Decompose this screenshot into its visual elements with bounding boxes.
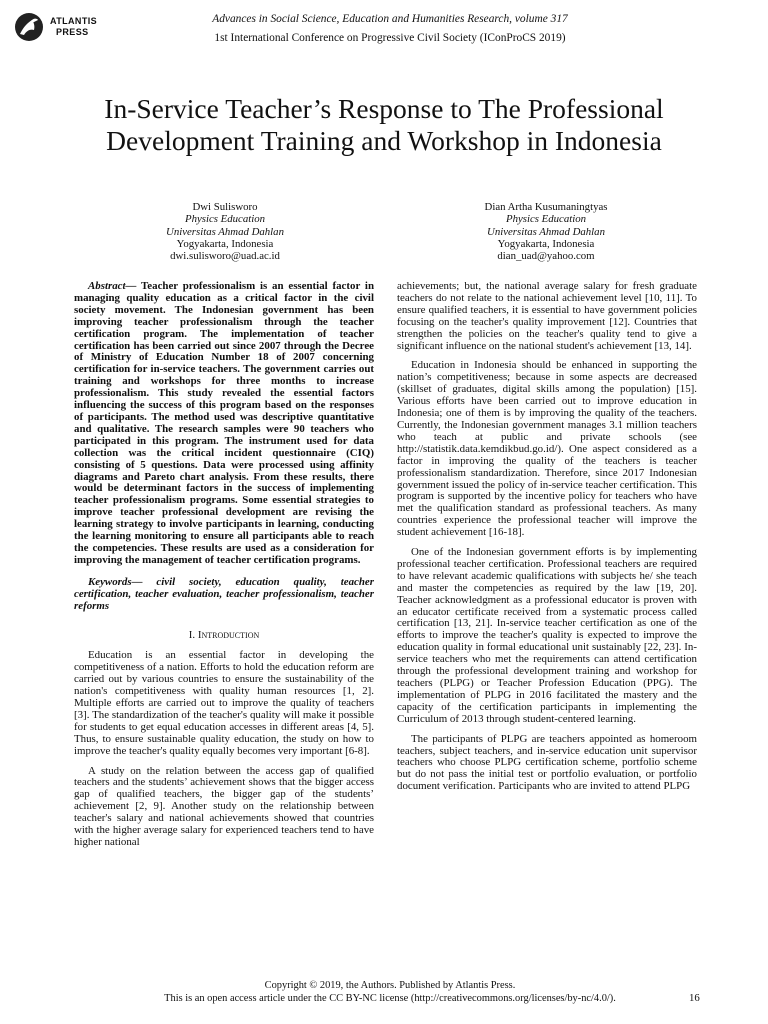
paper-title [30,93,738,157]
publisher-line2: PRESS [56,27,89,37]
author-city: Yogyakarta, Indonesia [176,237,274,250]
paragraph: Education in Indonesia should be enhanced in supporting the nation’s competitiveness; because in some aspects are decreased (skillset of graduates, digital skills among the population) [15]. Various efforts have been carried out to improve education in Indonesia; one of them is by improving the quality of the teachers. Currently, the Indonesian government manages 3.1 million teachers who teach at public and private schools (see http://statistik.data.kemdikbud.go.id/). One aspect considered as a factor in improving the quality of the teachers is teacher professionalism standardization. Therefore, since 2017 Indonesian government issued the policy of in-service teacher certification. This program is supported by the incentive policy for teachers who have met the qualification standard as professional teachers. As many countries experience the professional teacher will improve the student achievement [16-18]. [397,359,697,539]
keywords [74,577,374,613]
atlantis-logo-icon [14,12,44,42]
paragraph: One of the Indonesian government efforts is by implementing professional teacher certification. Professional teachers are required to have relevant academic qualifications with subjects he/ she teach and master the competencies as required by the law [19, 20]. Teacher acknowledgment as a professional educator is proven with an educator certificate received from a systematic process called certification [13, 21]. In-service teacher certification as one of the efforts to improve the teacher's quality is expected to improve the education quality in formal educational unit sustainably [22, 23]. In-service teachers who met the requirements can attend certification through the professional development training and workshop for teachers (PLPG) or Teacher Profession Education (PPG). The implementation of PLPG in 2016 facilitated the mastery and the capacity of the certification participants in implementing the Curriculum of 2013 through student-centered learning. [397,546,697,725]
abstract-text: Teacher professionalism is an essential factor in managing quality education as a critical factor in the civil society movement. The Indonesian government has been improving teacher professionalism through the teacher certification program. The implementation of teacher certification has been carried out since 2007 through the Decree of Ministry of Education Number 18 of 2007 concerning certification for in-service teachers. The government carries out training and workshops for three months to increase professionalism. This study revealed the essential factors influencing the success of this program based on the responses of participants. The method used was descriptive quantitative and qualitative. The research samples were 90 teachers who participated in this program. The instrument used for data collection was the critical incident questionnaire (CIQ) consisting of 5 questions. Data were processed using affinity diagrams and Pareto chart analysis. From these results, there would be determinant factors in the success of implementing teacher professionalism programs. Some essential strategies to improve teacher professional development are revising the learning strategy to involve participants in learning, conducting the learning monitoring to ensure all participants able to reach the competencies. These results are used as a consideration for improving the management of teacher certification programs. [74,280,374,566]
paragraph: The participants of PLPG are teachers appointed as homeroom teachers, subject teachers, and in-service education unit supervisor teachers who choose PLPG certification scheme, portfolio scheme but do not pass the initial test or portfolio evaluation, or portfolio document verification. Participants who are invited to attend PLPG [397,732,697,793]
paragraph: A study on the relation between the access gap of qualified teachers and the students’ achievement shows that the bigger access gap of qualified teachers, the bigger gap of the students’ achievement [2, 9]. Another study on the relationship between teacher's salary and national achievements showed that countries with the higher average salary for experienced teachers tend to have higher national [74,764,374,848]
keywords-text: civil society, education quality, teacher certification, teacher evaluation, teacher professionalism, teacher reforms [74,575,374,612]
left-column [74,281,374,857]
author-name: Dian Artha Kusumaningtyas [484,201,608,213]
author-block-1 [75,201,375,262]
copyright-line: Copyright © 2019, the Authors. Published by Atlantis Press. [264,980,516,991]
author-department: Physics Education [505,213,587,226]
section-heading-introduction [74,630,374,642]
author-block-2 [396,201,696,262]
author-name: Dwi Sulisworo [192,201,258,213]
journal-header: Advances in Social Science, Education and Humanities Research, volume 317 [212,13,568,25]
author-university: Universitas Ahmad Dahlan [166,225,284,238]
abstract-label: Abstract— [88,280,137,292]
publisher-logo [14,8,104,48]
conference-header: 1st International Conference on Progressive Civil Society (IConProCS 2019) [214,32,566,44]
license-line: This is an open access article under the CC BY-NC license (http://creativecommons.org/licenses/by-nc/4.0/). [164,993,616,1004]
abstract [74,281,374,567]
page-footer [110,979,670,1005]
title-line-1: In-Service Teacher’s Response to The Professional [104,93,664,124]
author-email[interactable]: dwi.sulisworo@uad.ac.id [170,250,280,263]
author-email[interactable]: dian_uad@yahoo.com [497,250,595,263]
author-department: Physics Education [184,213,266,226]
keywords-label: Keywords— [88,575,143,588]
section-title: Introduction [197,629,260,642]
paragraph: achievements; but, the national average salary for fresh graduate teachers do not relate to the national achievement level [10, 11]. To ensure qualified teachers, it is essential to have government policies focusing on the teacher's quality improvement [12]. Countries that strengthen the policies on the teacher's quality tend to give a significant influence on the national student's achievement [13, 14]. [397,280,697,352]
right-column [397,281,697,801]
title-line-2: Development Training and Workshop in Indonesia [106,125,662,156]
paragraph: Education is an essential factor in developing the competitiveness of a nation. Efforts to hold the education reform are carried out by various countries to ensure the sustainability of the nation's competitiveness with quality human resources [1, 2]. Multiple efforts are carried out to improve the quality of teachers [3]. The standardization of the teacher's quality will make it possible for students to get equal education accesses in different areas [4, 5]. Thus, to ensure sustainable quality education, the study on how to improve the teacher's quality equally becomes very important [6-8]. [74,649,374,757]
section-number: I. [188,629,196,642]
author-city: Yogyakarta, Indonesia [497,237,595,250]
publisher-name [50,16,97,38]
page-number: 16 [689,992,700,1004]
author-university: Universitas Ahmad Dahlan [487,225,605,238]
publisher-line1: ATLANTIS [50,16,98,26]
